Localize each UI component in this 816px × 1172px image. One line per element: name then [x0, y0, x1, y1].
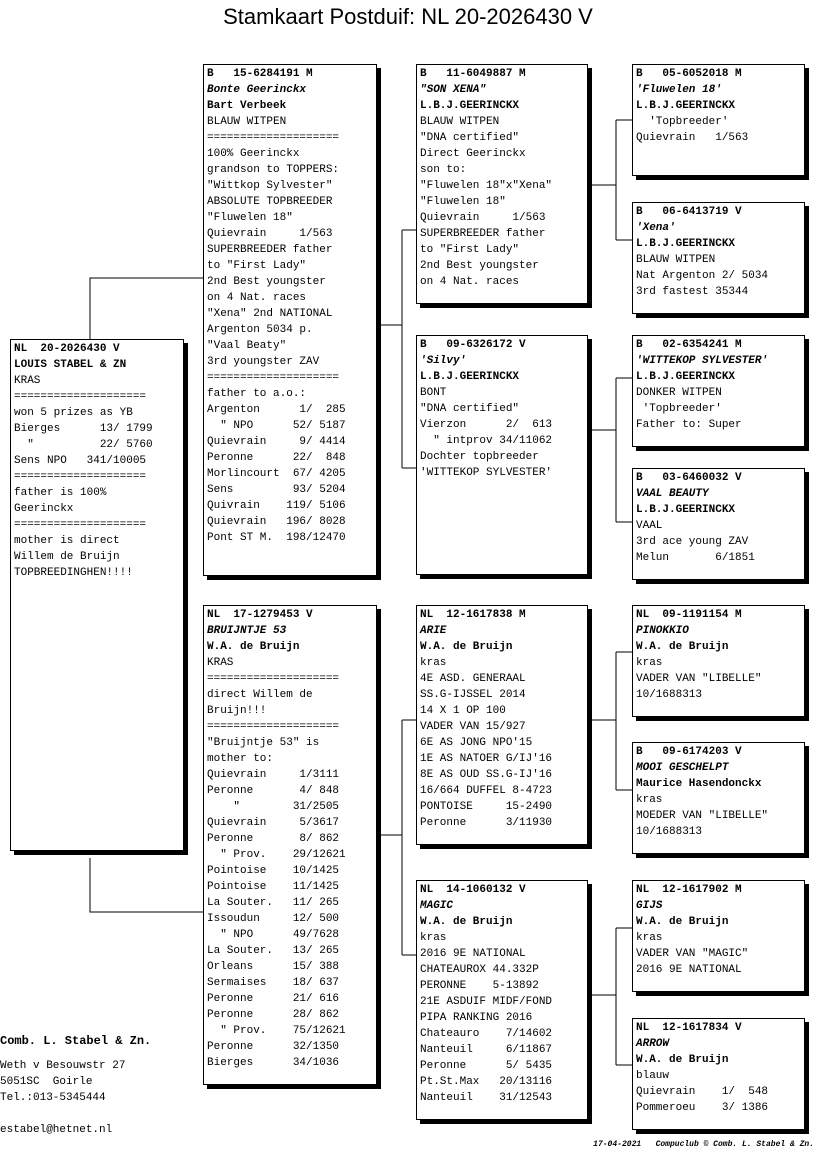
- card-line: 21E ASDUIF MIDF/FOND: [420, 996, 553, 1008]
- card-line: PERONNE 5-13892: [420, 980, 539, 992]
- card-lines: [420, 639, 584, 831]
- card-line: W.A. de Bruijn: [420, 916, 513, 928]
- pigeon-card-root[interactable]: [10, 339, 184, 851]
- pigeon-name: MAGIC: [420, 900, 454, 912]
- card-line: 8E AS OUD SS.G-IJ'16: [420, 769, 553, 781]
- card-line: Bierges 34/1036: [207, 1057, 340, 1069]
- card-line: La Souter. 13/ 265: [207, 945, 340, 957]
- ring-number: B 02-6354241 M: [636, 339, 742, 351]
- card-line: Peronne 8/ 862: [207, 833, 340, 845]
- card-line: L.B.J.GEERINCKX: [636, 504, 736, 516]
- card-line: ====================: [14, 471, 147, 483]
- card-line: 2016 9E NATIONAL: [420, 948, 526, 960]
- card-line: L.B.J.GEERINCKX: [636, 371, 736, 383]
- card-line: 16/664 DUFFEL 8-4723: [420, 785, 553, 797]
- ring-number: NL 09-1191154 M: [636, 609, 742, 621]
- card-line: Bierges 13/ 1799: [14, 423, 153, 435]
- pigeon-name: ARIE: [420, 625, 447, 637]
- card-line: Quievrain 1/563: [420, 212, 546, 224]
- pigeon-card-father[interactable]: [203, 64, 377, 576]
- pigeon-card-mother-father[interactable]: [416, 605, 588, 845]
- pigeon-card-mother[interactable]: [203, 605, 377, 1085]
- card-line: Quievrain 5/3617: [207, 817, 340, 829]
- ring-number: B 05-6052018 M: [636, 68, 742, 80]
- pigeon-name: Bonte Geerinckx: [207, 84, 307, 96]
- card-line: 3rd fastest 35344: [636, 286, 749, 298]
- pigeon-card-father-mother[interactable]: [416, 335, 588, 575]
- pigeon-card-mmf[interactable]: [632, 880, 805, 992]
- footer-company: Comb. L. Stabel & Zn.: [0, 1034, 152, 1048]
- card-line: "DNA certified": [420, 132, 520, 144]
- card-line: Quievrain 1/563: [636, 132, 749, 144]
- pigeon-card-fff[interactable]: [632, 64, 805, 176]
- card-line: ABSOLUTE TOPBREEDER: [207, 196, 333, 208]
- card-line: VAAL: [636, 520, 663, 532]
- print-credit: 17-04-2021 Compuclub © Comb. L. Stabel & Zn.: [593, 1140, 814, 1149]
- card-line: Willem de Bruijn: [14, 551, 120, 563]
- card-line: on 4 Nat. races: [420, 276, 520, 288]
- card-line: " Prov. 29/12621: [207, 849, 346, 861]
- card-line: L.B.J.GEERINCKX: [636, 238, 736, 250]
- ring-number: NL 12-1617902 M: [636, 884, 742, 896]
- card-line: "Bruijntje 53" is: [207, 737, 320, 749]
- card-line: "Vaal Beaty": [207, 340, 287, 352]
- card-line: KRAS: [207, 657, 234, 669]
- card-line: 10/1688313: [636, 826, 703, 838]
- card-line: BLAUW WITPEN: [207, 116, 287, 128]
- card-line: kras: [420, 657, 447, 669]
- card-line: VADER VAN 15/927: [420, 721, 526, 733]
- card-line: 6E AS JONG NPO'15: [420, 737, 533, 749]
- card-line: LOUIS STABEL & ZN: [14, 359, 127, 371]
- card-line: DONKER WITPEN: [636, 387, 722, 399]
- card-line: grandson to TOPPERS:: [207, 164, 340, 176]
- card-line: " NPO 49/7628: [207, 929, 340, 941]
- card-line: MOEDER VAN "LIBELLE": [636, 810, 769, 822]
- pigeon-name: 'Silvy': [420, 355, 467, 367]
- card-line: Quievrain 196/ 8028: [207, 516, 346, 528]
- card-line: Orleans 15/ 388: [207, 961, 340, 973]
- card-line: Morlincourt 67/ 4205: [207, 468, 346, 480]
- card-line: ====================: [207, 673, 340, 685]
- card-line: to "First Lady": [207, 260, 307, 272]
- card-line: Maurice Hasendonckx: [636, 778, 762, 790]
- card-line: Peronne 28/ 862: [207, 1009, 340, 1021]
- pigeon-name: VAAL BEAUTY: [636, 488, 709, 500]
- card-line: "Wittkop Sylvester": [207, 180, 333, 192]
- card-line: Vierzon 2/ 613: [420, 419, 553, 431]
- card-line: Bart Verbeek: [207, 100, 287, 112]
- card-line: 3rd ace young ZAV: [636, 536, 749, 548]
- pigeon-name: PINOKKIO: [636, 625, 689, 637]
- pigeon-name: "SON XENA": [420, 84, 487, 96]
- card-line: CHATEAUROX 44.332P: [420, 964, 539, 976]
- card-line: "Fluwelen 18": [207, 212, 293, 224]
- card-line: Quievrain 9/ 4414: [207, 436, 346, 448]
- card-line: " Prov. 75/12621: [207, 1025, 346, 1037]
- card-line: 4E ASD. GENERAAL: [420, 673, 526, 685]
- card-line: 2016 9E NATIONAL: [636, 964, 742, 976]
- card-line: 2nd Best youngster: [207, 276, 326, 288]
- card-line: 10/1688313: [636, 689, 703, 701]
- card-line: kras: [636, 657, 663, 669]
- pigeon-card-mother-mother[interactable]: [416, 880, 588, 1120]
- pigeon-card-mfm[interactable]: [632, 742, 805, 854]
- pigeon-name: 'Fluwelen 18': [636, 84, 722, 96]
- card-line: Pointoise 11/1425: [207, 881, 340, 893]
- card-line: 'Topbreeder': [636, 116, 729, 128]
- card-line: KRAS: [14, 375, 41, 387]
- card-line: kras: [636, 794, 663, 806]
- page-title: Stamkaart Postduif: NL 20-2026430 V: [223, 4, 593, 29]
- card-lines: [420, 98, 584, 290]
- card-line: Peronne 5/ 5435: [420, 1060, 553, 1072]
- card-line: Argenton 5034 p.: [207, 324, 313, 336]
- ring-number: B 06-6413719 V: [636, 206, 742, 218]
- pigeon-name: GIJS: [636, 900, 663, 912]
- pigeon-name: MOOI GESCHELPT: [636, 762, 729, 774]
- card-line: SUPERBREEDER father: [207, 244, 333, 256]
- card-line: W.A. de Bruijn: [636, 1054, 729, 1066]
- pigeon-card-fmm[interactable]: [632, 468, 805, 580]
- pigeon-card-mff[interactable]: [632, 605, 805, 717]
- card-line: " NPO 52/ 5187: [207, 420, 346, 432]
- card-line: to "First Lady": [420, 244, 520, 256]
- card-line: W.A. de Bruijn: [636, 641, 729, 653]
- card-line: Issoudun 12/ 500: [207, 913, 340, 925]
- card-line: PIPA RANKING 2016: [420, 1012, 533, 1024]
- card-line: Bruijn!!!: [207, 705, 267, 717]
- card-line: VADER VAN "LIBELLE": [636, 673, 762, 685]
- card-line: 14 X 1 OP 100: [420, 705, 506, 717]
- card-line: ====================: [207, 372, 340, 384]
- card-line: blauw: [636, 1070, 670, 1082]
- card-line: Peronne 3/11930: [420, 817, 553, 829]
- card-line: 'WITTEKOP SYLVESTER': [420, 467, 553, 479]
- card-line: kras: [636, 932, 663, 944]
- pigeon-name: 'WITTEKOP SYLVESTER': [636, 355, 769, 367]
- card-line: " 22/ 5760: [14, 439, 153, 451]
- ring-number: NL 17-1279453 V: [207, 609, 313, 621]
- card-line: Sermaises 18/ 637: [207, 977, 340, 989]
- card-line: Argenton 1/ 285: [207, 404, 346, 416]
- card-line: Peronne 4/ 848: [207, 785, 340, 797]
- card-line: on 4 Nat. races: [207, 292, 307, 304]
- card-line: BONT: [420, 387, 447, 399]
- card-line: father to a.o.:: [207, 388, 307, 400]
- card-line: 'Topbreeder': [636, 403, 722, 415]
- card-line: Quivrain 119/ 5106: [207, 500, 346, 512]
- card-line: Pointoise 10/1425: [207, 865, 340, 877]
- card-line: mother to:: [207, 753, 274, 765]
- card-line: Direct Geerinckx: [420, 148, 526, 160]
- card-line: Peronne 21/ 616: [207, 993, 340, 1005]
- card-line: "DNA certified": [420, 403, 520, 415]
- pigeon-name: BRUIJNTJE 53: [207, 625, 287, 637]
- card-line: W.A. de Bruijn: [207, 641, 300, 653]
- card-line: SS.G-IJSSEL 2014: [420, 689, 526, 701]
- card-line: ====================: [207, 721, 340, 733]
- card-line: " intprov 34/11062: [420, 435, 553, 447]
- footer-phone: Tel.:013-5345444: [0, 1092, 106, 1104]
- card-lines: [207, 639, 373, 1071]
- ring-number: NL 12-1617834 V: [636, 1022, 742, 1034]
- card-line: Quievrain 1/563: [207, 228, 333, 240]
- ring-number: B 09-6174203 V: [636, 746, 742, 758]
- pigeon-card-ffm[interactable]: [632, 202, 805, 314]
- card-line: W.A. de Bruijn: [636, 916, 729, 928]
- ring-number: B 11-6049887 M: [420, 68, 526, 80]
- card-line: won 5 prizes as YB: [14, 407, 133, 419]
- card-line: PONTOISE 15-2490: [420, 801, 553, 813]
- pigeon-name: ARROW: [636, 1038, 670, 1050]
- card-line: 2nd Best youngster: [420, 260, 539, 272]
- card-line: Quievrain 1/3111: [207, 769, 340, 781]
- card-line: W.A. de Bruijn: [420, 641, 513, 653]
- card-line: La Souter. 11/ 265: [207, 897, 340, 909]
- card-line: 1E AS NATOER G/IJ'16: [420, 753, 553, 765]
- ring-number: B 03-6460032 V: [636, 472, 742, 484]
- card-line: Nanteuil 31/12543: [420, 1092, 553, 1104]
- card-line: SUPERBREEDER father: [420, 228, 546, 240]
- card-line: 3rd youngster ZAV: [207, 356, 320, 368]
- card-line: Geerinckx: [14, 503, 74, 515]
- card-line: Melun 6/1851: [636, 552, 755, 564]
- card-line: L.B.J.GEERINCKX: [420, 100, 520, 112]
- ring-number: NL 12-1617838 M: [420, 609, 526, 621]
- card-line: TOPBREEDINGHEN!!!!: [14, 567, 133, 579]
- pigeon-card-mmm[interactable]: [632, 1018, 805, 1130]
- card-line: mother is direct: [14, 535, 120, 547]
- card-line: Peronne 22/ 848: [207, 452, 346, 464]
- pigeon-name: 'Xena': [636, 222, 676, 234]
- card-line: kras: [420, 932, 447, 944]
- footer-email[interactable]: estabel@hetnet.nl: [0, 1124, 113, 1136]
- footer-postal: 5051SC Goirle: [0, 1076, 93, 1088]
- card-line: Nat Argenton 2/ 5034: [636, 270, 769, 282]
- card-line: Dochter topbreeder: [420, 451, 539, 463]
- card-line: Chateauro 7/14602: [420, 1028, 553, 1040]
- card-lines: [14, 357, 180, 581]
- card-line: Pont ST M. 198/12470: [207, 532, 346, 544]
- card-line: Sens 93/ 5204: [207, 484, 346, 496]
- card-line: Nanteuil 6/11867: [420, 1044, 553, 1056]
- card-line: BLAUW WITPEN: [420, 116, 500, 128]
- pigeon-card-father-father[interactable]: [416, 64, 588, 304]
- card-line: 100% Geerinckx: [207, 148, 300, 160]
- card-line: direct Willem de: [207, 689, 313, 701]
- card-lines: [420, 914, 584, 1106]
- ring-number: B 09-6326172 V: [420, 339, 526, 351]
- card-line: L.B.J.GEERINCKX: [636, 100, 736, 112]
- card-line: ====================: [14, 519, 147, 531]
- card-line: Pommeroeu 3/ 1386: [636, 1102, 769, 1114]
- card-line: "Fluwelen 18"x"Xena": [420, 180, 553, 192]
- card-line: ====================: [14, 391, 147, 403]
- ring-number: B 15-6284191 M: [207, 68, 313, 80]
- card-line: Sens NPO 341/10005: [14, 455, 147, 467]
- ring-number: NL 14-1060132 V: [420, 884, 526, 896]
- card-line: father is 100%: [14, 487, 107, 499]
- card-line: ====================: [207, 132, 340, 144]
- card-line: "Fluwelen 18": [420, 196, 506, 208]
- card-line: Peronne 32/1350: [207, 1041, 340, 1053]
- card-line: L.B.J.GEERINCKX: [420, 371, 520, 383]
- card-line: Pt.St.Max 20/13116: [420, 1076, 553, 1088]
- card-line: Quievrain 1/ 548: [636, 1086, 769, 1098]
- card-lines: [420, 369, 584, 481]
- card-line: BLAUW WITPEN: [636, 254, 716, 266]
- card-line: "Xena" 2nd NATIONAL: [207, 308, 333, 320]
- pigeon-card-fmf[interactable]: [632, 335, 805, 447]
- card-line: Father to: Super: [636, 419, 742, 431]
- card-line: son to:: [420, 164, 467, 176]
- card-line: " 31/2505: [207, 801, 340, 813]
- ring-number: NL 20-2026430 V: [14, 343, 120, 355]
- card-lines: [207, 98, 373, 546]
- footer-address: Weth v Besouwstr 27: [0, 1060, 126, 1072]
- card-line: VADER VAN "MAGIC": [636, 948, 749, 960]
